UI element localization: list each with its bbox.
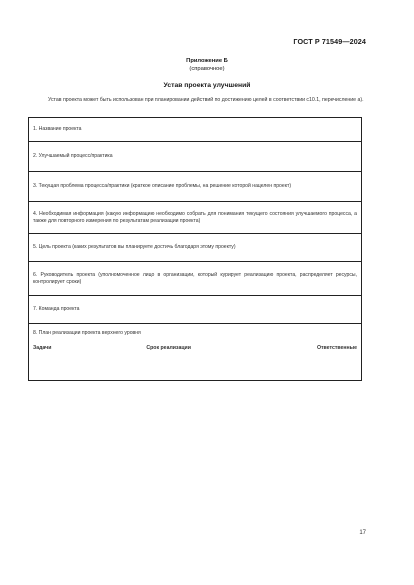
appendix-label: Приложение Б bbox=[186, 58, 228, 64]
appendix-heading bbox=[0, 58, 414, 73]
charter-row-text: 8. План реализации проекта верхнего уровня bbox=[33, 330, 141, 336]
charter-row-text: 5. Цель проекта (каких результатов вы планируете достичь благодаря этому проекту) bbox=[33, 244, 236, 250]
charter-row bbox=[29, 262, 361, 296]
charter-row bbox=[29, 118, 361, 142]
charter-row-text: 4. Необходимая информация (какую информацию необходимо собрать для понимания текущего состояния улучшаемого процесса, а также для повторного измерения по результатам реализации проекта) bbox=[33, 210, 357, 224]
charter-row bbox=[29, 142, 361, 172]
plan-column-tasks: Задачи bbox=[33, 345, 52, 351]
intro-paragraph: Устав проекта может быть использован при планировании действий по достижению целей в соответствии с10.1, перечисление а). bbox=[48, 97, 364, 103]
charter-row-text: 7. Команда проекта bbox=[33, 306, 80, 312]
charter-row bbox=[29, 172, 361, 202]
charter-row bbox=[29, 296, 361, 324]
appendix-status: (справочное) bbox=[189, 65, 225, 72]
charter-row-plan bbox=[29, 324, 361, 380]
standard-code: ГОСТ Р 71549—2024 bbox=[293, 37, 366, 46]
charter-table bbox=[28, 117, 362, 381]
charter-row-text: 2. Улучшаемый процесс/практика bbox=[33, 153, 113, 159]
document-title: Устав проекта улучшений bbox=[163, 82, 251, 89]
plan-column-responsible: Ответственные bbox=[316, 345, 357, 351]
plan-column-deadline: Срок реализации bbox=[146, 345, 191, 351]
charter-row-text: 3. Текущая проблема процесса/практики (краткое описание проблемы, на решение которой нацелен проект) bbox=[33, 183, 292, 189]
charter-row bbox=[29, 202, 361, 234]
charter-row-text: 6. Руководитель проекта (уполномоченное лицо в организации, который курирует реализацию проекта, распределяет ресурсы, контролирует сроки) bbox=[33, 271, 357, 285]
page-number: 17 bbox=[359, 530, 366, 536]
plan-header bbox=[33, 345, 357, 352]
charter-row bbox=[29, 234, 361, 262]
charter-row-text: 1. Название проекта bbox=[33, 126, 82, 132]
